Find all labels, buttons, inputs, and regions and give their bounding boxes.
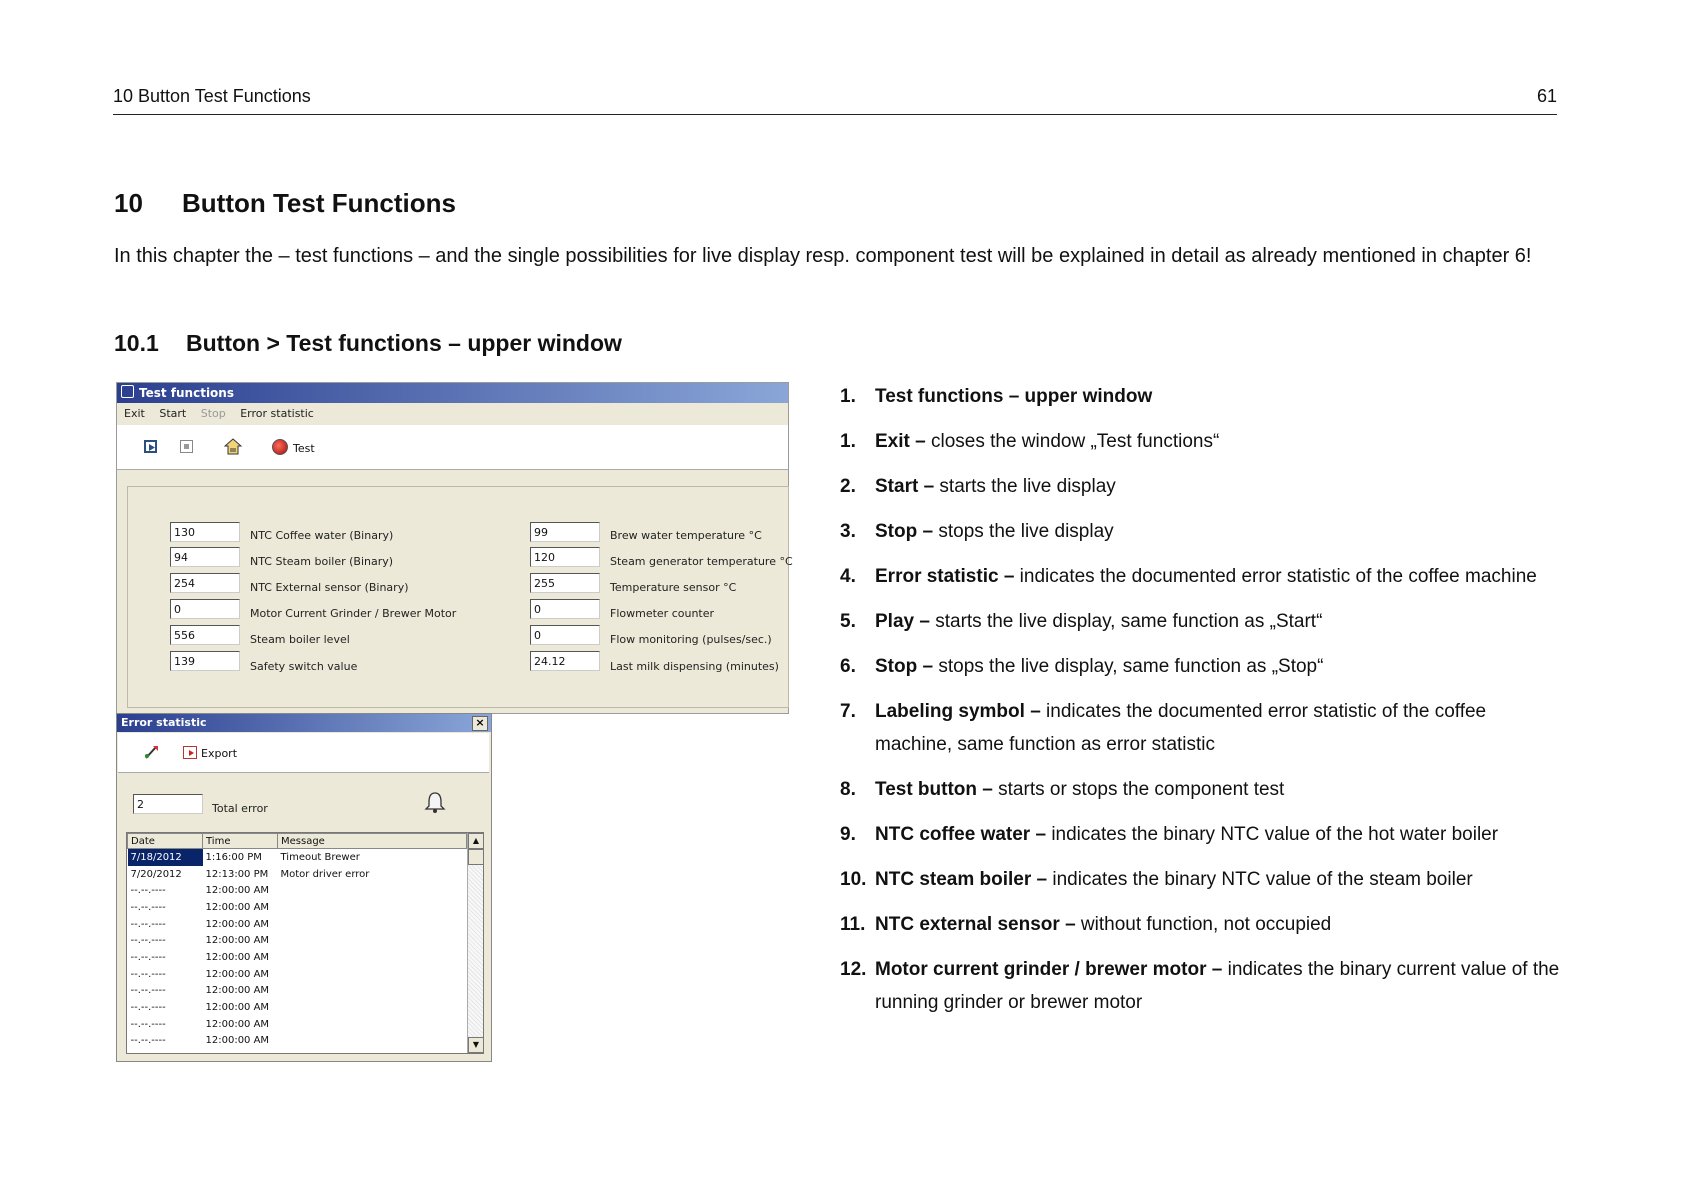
- scroll-up-icon[interactable]: ▲: [468, 833, 484, 849]
- section-number: 10.1: [114, 330, 159, 356]
- menu-exit[interactable]: Exit: [124, 407, 145, 420]
- item-description: starts or stops the component test: [998, 779, 1285, 800]
- error-statistic-window: [116, 713, 492, 1062]
- cell-date: --.--.----: [130, 985, 166, 997]
- cell-message: [278, 999, 467, 1016]
- cell-message: [278, 1033, 467, 1050]
- cell-date: --.--.----: [130, 968, 166, 980]
- item-description: without function, not occupied: [1080, 914, 1332, 935]
- flowmeter-counter-label: Flowmeter counter: [610, 607, 715, 620]
- safety-switch-field: 139: [170, 651, 240, 671]
- item-term: Motor current grinder / brewer motor –: [875, 959, 1228, 980]
- stop-icon[interactable]: [180, 440, 193, 453]
- error-table: [127, 833, 467, 1049]
- cell-time: 12:00:00 AM: [205, 1002, 270, 1014]
- export-label: Export: [201, 747, 238, 760]
- cell-date: --.--.----: [130, 1018, 166, 1030]
- item-text: [875, 818, 1560, 851]
- intro-paragraph: In this chapter the – test functions – and the single possibilities for live display resp. component test will be explained in detail as already mentioned in chapter 6!: [114, 245, 1532, 267]
- item-term: Stop –: [875, 656, 939, 677]
- test-button[interactable]: [272, 439, 315, 455]
- error-statistic-titlebar: [117, 714, 491, 732]
- steam-generator-temp-label: Steam generator temperature °C: [610, 555, 793, 568]
- item-text: [875, 515, 1560, 548]
- cell-date: --.--.----: [130, 885, 166, 897]
- ntc-coffee-water-field: 130: [170, 522, 240, 542]
- item-description: indicates the documented error statistic of the coffee machine, same function as error statistic: [875, 701, 1487, 755]
- cell-time: 12:00:00 AM: [205, 1035, 270, 1047]
- cell-time: 12:00:00 AM: [205, 918, 270, 930]
- item-term: Test functions – upper window: [875, 386, 1153, 407]
- table-row[interactable]: [128, 849, 467, 866]
- cell-time: 12:00:00 AM: [205, 985, 270, 997]
- chapter-title: Button Test Functions: [182, 188, 456, 218]
- error-toolbar: [118, 733, 489, 773]
- ntc-steam-boiler-field: 94: [170, 547, 240, 567]
- cell-message: [278, 983, 467, 1000]
- item-term: Start –: [875, 476, 940, 497]
- values-panel: [127, 486, 789, 708]
- motor-current-label: Motor Current Grinder / Brewer Motor: [250, 607, 457, 620]
- last-milk-dispensing-field: 24.12: [530, 651, 600, 671]
- item-term: Labeling symbol –: [875, 701, 1047, 722]
- brew-water-temp-field: 99: [530, 522, 600, 542]
- cell-time: 12:00:00 AM: [205, 885, 270, 897]
- item-term: NTC coffee water –: [875, 824, 1052, 845]
- test-functions-window: [116, 382, 793, 714]
- window-gear-icon: [121, 385, 134, 398]
- cell-time: 12:13:00 PM: [205, 868, 269, 880]
- item-description: closes the window „Test functions“: [930, 431, 1220, 452]
- item-term: Stop –: [875, 521, 939, 542]
- vertical-scrollbar[interactable]: [467, 833, 483, 1053]
- close-button[interactable]: ×: [472, 716, 488, 731]
- scroll-down-icon[interactable]: ▼: [468, 1037, 484, 1053]
- temperature-sensor-label: Temperature sensor °C: [610, 581, 737, 594]
- cell-message: [278, 899, 467, 916]
- export-icon: [183, 746, 197, 759]
- steam-generator-temp-field: 120: [530, 547, 600, 567]
- cell-date: --.--.----: [130, 951, 166, 963]
- error-table-container: [126, 832, 484, 1054]
- error-table-header: [128, 834, 467, 849]
- table-row[interactable]: [128, 916, 467, 933]
- test-functions-title: Test functions: [139, 386, 234, 400]
- item-number: 4.: [840, 566, 856, 587]
- item-number: 1.: [840, 386, 856, 407]
- running-header: [113, 84, 1557, 115]
- total-error-field: 2: [133, 794, 203, 814]
- cell-date: --.--.----: [130, 901, 166, 913]
- item-number: 11.: [840, 914, 866, 935]
- cell-time: 12:00:00 AM: [205, 968, 270, 980]
- item-text: [875, 773, 1560, 806]
- item-text: [875, 470, 1560, 503]
- table-row[interactable]: [128, 966, 467, 983]
- column-date[interactable]: Date: [128, 834, 203, 849]
- item-description: starts the live display, same function as „Start“: [935, 611, 1323, 632]
- item-number: 12.: [840, 959, 867, 980]
- cell-message: Timeout Brewer: [280, 851, 360, 863]
- export-button[interactable]: [183, 746, 237, 760]
- table-row[interactable]: [128, 999, 467, 1016]
- column-time[interactable]: Time: [203, 834, 278, 849]
- flow-monitoring-label: Flow monitoring (pulses/sec.): [610, 633, 772, 646]
- cell-message: [278, 916, 467, 933]
- item-text: [875, 425, 1560, 458]
- labeling-icon[interactable]: [224, 438, 242, 458]
- ntc-external-sensor-field: 254: [170, 573, 240, 593]
- test-button-label: Test: [293, 442, 315, 455]
- table-row[interactable]: [128, 983, 467, 1000]
- table-row[interactable]: [128, 1033, 467, 1050]
- ntc-steam-boiler-label: NTC Steam boiler (Binary): [250, 555, 394, 568]
- item-term: Error statistic –: [875, 566, 1020, 587]
- item-text: [875, 560, 1560, 593]
- ntc-external-sensor-label: NTC External sensor (Binary): [250, 581, 409, 594]
- column-message[interactable]: Message: [278, 834, 467, 849]
- item-text: [875, 695, 1560, 761]
- test-functions-titlebar: [117, 383, 788, 403]
- item-text: [875, 380, 1560, 413]
- cell-message: [278, 1016, 467, 1033]
- ntc-coffee-water-label: NTC Coffee water (Binary): [250, 529, 394, 542]
- item-description: indicates the binary NTC value of the hot water boiler: [1051, 824, 1499, 845]
- table-row[interactable]: [128, 932, 467, 949]
- table-row[interactable]: [128, 1016, 467, 1033]
- cell-date: --.--.----: [130, 1002, 166, 1014]
- item-text: [875, 953, 1560, 1019]
- flow-monitoring-field: 0: [530, 625, 600, 645]
- chapter-heading: [114, 188, 456, 219]
- table-row[interactable]: [128, 882, 467, 899]
- table-row[interactable]: [128, 899, 467, 916]
- bell-icon: [424, 790, 446, 817]
- last-milk-dispensing-label: Last milk dispensing (minutes): [610, 660, 779, 673]
- table-row[interactable]: [128, 866, 467, 883]
- menu-bar: [117, 403, 788, 425]
- cell-time: 12:00:00 AM: [205, 951, 270, 963]
- item-text: [875, 605, 1560, 638]
- running-header-section: 10 Button Test Functions: [113, 86, 311, 106]
- steam-boiler-level-field: 556: [170, 625, 240, 645]
- item-description: indicates the documented error statistic of the coffee machine: [1019, 566, 1537, 587]
- item-term: Test button –: [875, 779, 999, 800]
- steam-boiler-level-label: Steam boiler level: [250, 633, 350, 646]
- cell-message: [278, 882, 467, 899]
- item-text: [875, 908, 1560, 941]
- item-term: NTC steam boiler –: [875, 869, 1053, 890]
- item-term: NTC external sensor –: [875, 914, 1081, 935]
- chapter-number: 10: [114, 188, 143, 218]
- cell-date: --.--.----: [130, 1035, 166, 1047]
- safety-switch-label: Safety switch value: [250, 660, 358, 673]
- item-number: 5.: [840, 611, 856, 632]
- record-icon: [272, 439, 288, 455]
- table-row[interactable]: [128, 949, 467, 966]
- item-description: stops the live display: [938, 521, 1114, 542]
- item-number: 7.: [840, 701, 856, 722]
- brew-water-temp-label: Brew water temperature °C: [610, 529, 762, 542]
- error-statistic-title: Error statistic: [121, 716, 207, 729]
- toolbar: [117, 425, 788, 470]
- item-text: [875, 650, 1560, 683]
- cell-date: --.--.----: [130, 935, 166, 947]
- cell-date: 7/20/2012: [130, 868, 182, 880]
- cell-message: [278, 949, 467, 966]
- item-number: 10.: [840, 869, 867, 890]
- section-title: Button > Test functions – upper window: [186, 330, 622, 356]
- menu-stop[interactable]: Stop: [200, 407, 226, 420]
- play-icon[interactable]: [144, 440, 157, 453]
- total-error-label: Total error: [212, 802, 268, 815]
- cell-date: --.--.----: [130, 918, 166, 930]
- item-term: Play –: [875, 611, 936, 632]
- item-term: Exit –: [875, 431, 931, 452]
- item-description: starts the live display: [939, 476, 1116, 497]
- item-description: indicates the binary current value of the running grinder or brewer motor: [875, 959, 1560, 1013]
- cell-message: [278, 966, 467, 983]
- page-number: 61: [1536, 86, 1557, 106]
- cell-time: 12:00:00 AM: [205, 935, 270, 947]
- flowmeter-counter-field: 0: [530, 599, 600, 619]
- item-number: 9.: [840, 824, 856, 845]
- temperature-sensor-field: 255: [530, 573, 600, 593]
- scroll-thumb[interactable]: [468, 849, 484, 865]
- menu-error-statistic[interactable]: Error statistic: [240, 407, 314, 420]
- section-heading: [114, 330, 622, 357]
- item-text: [875, 863, 1560, 896]
- cell-time: 12:00:00 AM: [205, 1018, 270, 1030]
- item-number: 1.: [840, 431, 856, 452]
- cell-message: [278, 932, 467, 949]
- item-number: 2.: [840, 476, 856, 497]
- cell-message: Motor driver error: [280, 868, 370, 880]
- motor-current-field: 0: [170, 599, 240, 619]
- menu-start[interactable]: Start: [159, 407, 187, 420]
- item-number: 3.: [840, 521, 856, 542]
- item-number: 8.: [840, 779, 856, 800]
- item-description: indicates the binary NTC value of the steam boiler: [1052, 869, 1473, 890]
- cell-date: 7/18/2012: [128, 849, 203, 866]
- cell-time: 12:00:00 AM: [205, 901, 270, 913]
- item-number: 6.: [840, 656, 856, 677]
- cell-time: 1:16:00 PM: [205, 851, 262, 863]
- eraser-icon[interactable]: [143, 744, 159, 763]
- item-description: stops the live display, same function as „Stop“: [938, 656, 1324, 677]
